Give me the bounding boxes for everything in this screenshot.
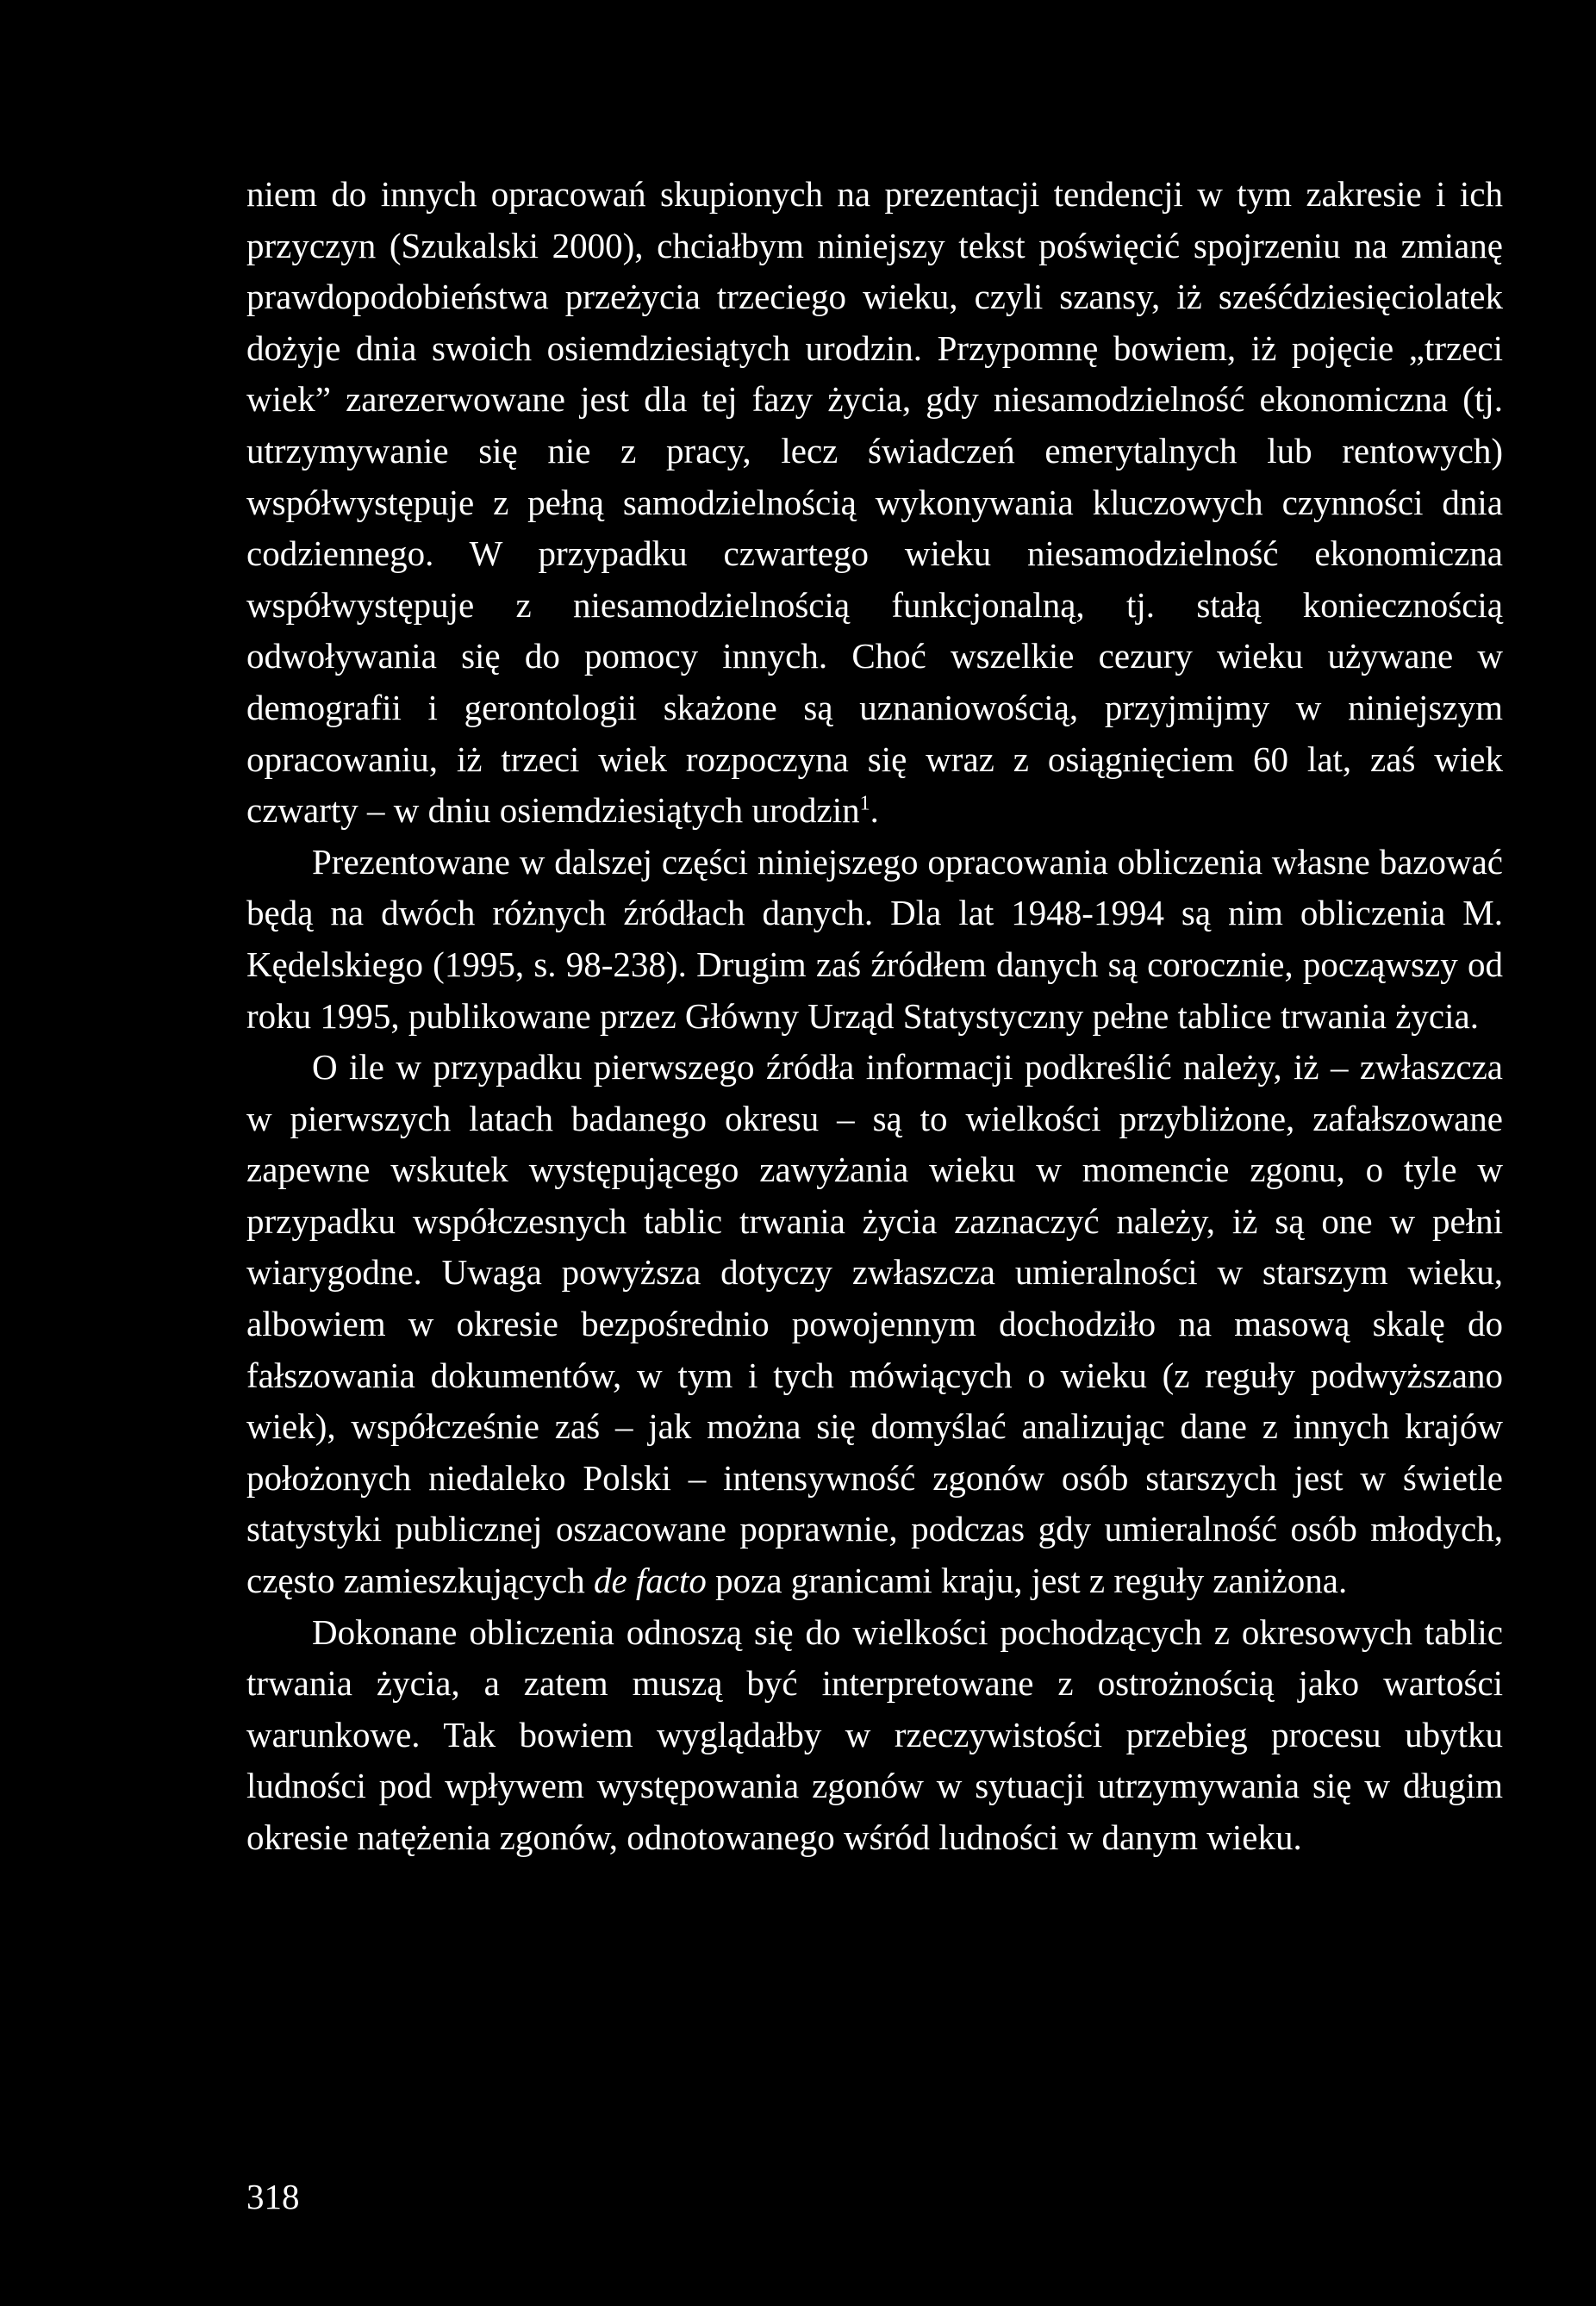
paragraph-4: Dokonane obliczenia odnoszą się do wielkości pochodzących z okresowych tablic trwania życia, a zatem muszą być interpretowane z ostrożnością jako wartości warunkowe. Tak bowiem wyglądałby w rzeczywistości przebieg procesu ubytku ludności pod wpływem występowania zgonów w sytuacji utrzymywania się w długim okresie natężenia zgonów, odnotowanego wśród ludności w danym wieku.	[246, 1611, 1503, 1857]
paragraph-1	[246, 169, 1503, 837]
footnote-mark[interactable]: 1	[859, 792, 870, 815]
page-number: 318	[246, 2177, 300, 2216]
paragraph-3	[246, 1042, 1503, 1607]
paragraph-3-text-before: O ile w przypadku pierwszego źródła informacji podkreślić należy, iż – zwłaszcza w pierwszych latach badanego okresu – są to wielkości przybliżone, zafałszowane zapewne wskutek występującego zawyżania wieku w momencie zgonu, o tyle w przypadku współczesnych tablic trwania życia zaznaczyć należy, iż są one w pełni wiarygodne. Uwaga powyższa dotyczy zwłaszcza umieralności w starszym wieku, albowiem w okresie bezpośrednio powojennym dochodziło na masową skalę do fałszowania dokumentów, w tym i tych mówiących o wieku (z reguły podwyższano wiek), współcześnie zaś – jak można się domyślać analizując dane z innych krajów położonych niedaleko Polski – intensywność zgonów osób starszych jest w świetle statystyki publicznej oszacowane poprawnie, podczas gdy umieralność osób młodych, często zamieszkujących	[246, 1047, 1503, 1601]
paragraph-1-text: niem do innych opracowań skupionych na prezentacji tendencji w tym zakresie i ich przyczyn (Szukalski 2000), chciałbym niniejszy tekst poświęcić spojrzeniu na zmianę prawdopodobieństwa przeżycia trzeciego wieku, czyli szansy, iż sześćdziesięciolatek dożyje dnia swoich osiemdziesiątych urodzin. Przypomnę bowiem, iż pojęcie „trzeci wiek” zarezerwowane jest dla tej fazy życia, gdy niesamodzielność ekonomiczna (tj. utrzymywanie się nie z pracy, lecz świadczeń emerytalnych lub rentowych) współwystępuje z pełną samodzielnością wykonywania kluczowych czynności dnia codziennego. W przypadku czwartego wieku niesamodzielność ekonomiczna współwystępuje z niesamodzielnością funkcjonalną, tj. stałą koniecznością odwoływania się do pomocy innych. Choć wszelkie cezury wieku używane w demografii i gerontologii skażone są uznaniowością, przyjmijmy w niniejszym opracowaniu, iż trzeci wiek rozpoczyna się wraz z osiągnięciem 60 lat, zaś wiek czwarty – w dniu osiemdziesiątych urodzin	[246, 174, 1503, 831]
body-text	[246, 169, 1503, 1864]
paragraph-2: Prezentowane w dalszej części niniejszego opracowania obliczenia własne bazować będą na dwóch różnych źródłach danych. Dla lat 1948-1994 są nim obliczenia M. Kędelskiego (1995, s. 98-238). Drugim zaś źródłem danych są corocznie, począwszy od roku 1995, publikowane przez Główny Urząd Statystyczny pełne tablice trwania życia.	[246, 841, 1503, 1036]
paragraph-3-italic-term: de facto	[593, 1561, 707, 1601]
paragraph-3-text-after: poza granicami kraju, jest z reguły zaniżona.	[715, 1561, 1348, 1601]
paragraph-1-end: .	[870, 790, 879, 831]
